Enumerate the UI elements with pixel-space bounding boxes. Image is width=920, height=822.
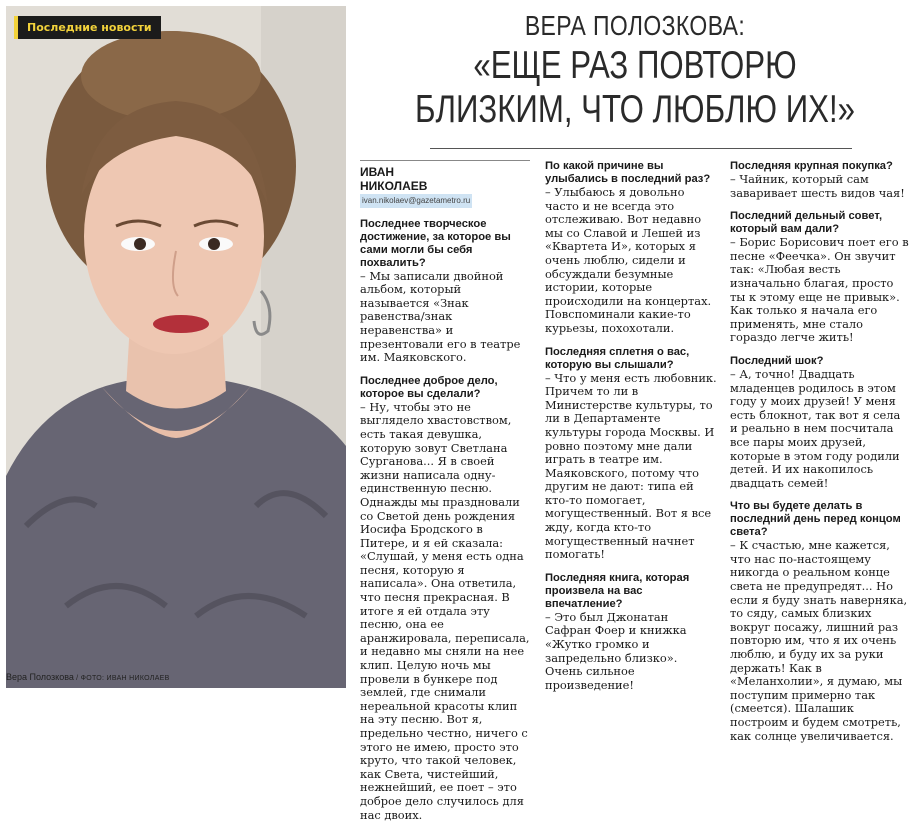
column-2	[545, 160, 717, 692]
question-7: Последний дельный совет, который вам дали?	[730, 210, 883, 236]
answer-7: – Борис Борисович поет его в песне «Феечка». Он звучит так: «Любая весть изначально благая, просто ты к этому еще не привык». Как только я начала его применять, мне стало гораздо легче жить!	[730, 235, 909, 345]
answer-5: – Это был Джонатан Сафран Фоер и книжка «Жутко громко и запредельно близко». Очень сильное произведение!	[545, 609, 687, 692]
question-4: Последняя сплетня о вас, которую вы слышали?	[545, 345, 690, 371]
portrait-photo	[6, 6, 346, 688]
question-1: Последнее творческое достижение, за которое вы сами могли бы себя похвалить?	[360, 217, 511, 269]
answer-8: – А, точно! Двадцать младенцев родилось в этом году у моих друзей! У меня есть блокнот, так вот я села и реально в нем посчитала все пары моих друзей, которые в этом году родили детей. И их накопилось двадцать семей!	[730, 366, 901, 490]
headline	[360, 8, 910, 132]
caption-credit: / ФОТО: ИВАН НИКОЛАЕВ	[73, 675, 170, 682]
author-byline	[360, 160, 530, 193]
question-9: Что вы будете делать в последний день перед концом света?	[730, 500, 901, 539]
headline-name: ВЕРА ПОЛОЗКОВА:	[524, 10, 746, 41]
section-badge[interactable]: Последние новости	[14, 16, 161, 39]
answer-2: – Ну, чтобы это не выглядело хвастовством, есть такая девушка, которую зовут Светлана Сурганова... Я в своей жизни написала одну-единственную песню. Однажды мы праздновали со Светой день рождения Иосифа Бродского в Питере, и я ей сказала: «Слушай, у меня есть одна песня, которую я написала». Она ответила, что песня прекрасная. В итоге я ей отдала эту песню, она ее аранжировала, переписала, и недавно мы сняли на нее клип. Целую ночь мы провели в бункере под землей, где снимали нереальной красоты клип на эту песню. Вот я, предельно честно, ничего с этого не имею, просто это круто, что такой человек, как Света, чистейший, нежнейший, ее поет – это доброе дело случилось для нас двоих.	[360, 399, 530, 822]
question-5: Последняя книга, которая произвела на вас впечатление?	[545, 571, 690, 610]
column-3	[730, 160, 910, 743]
question-2: Последнее доброе дело, которое вы сделали?	[360, 374, 498, 400]
caption-name: Вера Полозкова	[6, 672, 74, 682]
portrait-illustration	[6, 6, 346, 688]
answer-9: – К счастью, мне кажется, что нас по-настоящему никогда о реальном конце света не предупредят... Но если я буду знать наверняка, то сяду, самых близких вокруг посажу, лишний раз повторю им, что я их очень люблю, и буду их за руки держать! Как в «Меланхолии», я думаю, мы поступим примерно так (смеется). Шалашик построим и будем смотреть, как солнце увеличивается.	[730, 538, 908, 743]
answer-4: – Что у меня есть любовник. Причем то ли в Министерстве культуры, то ли в Департаменте культуры города Москвы. И ровно поэтому мне дали играть в театре им. Маяковского, потому что другим не дают: типа ей кто-то помогает, могущественный. Вот я все жду, когда кто-то могущественный начнет помогать!	[545, 370, 717, 562]
headline-quote-line1: «ЕЩЕ РАЗ ПОВТОРЮ	[473, 44, 797, 87]
answer-6: – Чайник, который сам заваривает шесть видов чая!	[730, 172, 905, 200]
headline-rule	[430, 148, 852, 149]
question-8: Последний шок?	[730, 354, 824, 367]
question-6: Последняя крупная покупка?	[730, 160, 893, 172]
answer-3: – Улыбаюсь я довольно часто и не всегда это отслеживаю. Вот недавно мы со Славой и Лешей из «Квартета И», которых я очень люблю, сидели и обсуждали безумные истории, которые происходили на концертах. Повспоминали какие-то курьезы, похохотали.	[545, 185, 712, 335]
author-last-name: НИКОЛАЕВ	[360, 179, 428, 193]
question-3: По какой причине вы улыбались в последний раз?	[545, 160, 711, 185]
answer-1: – Мы записали двойной альбом, который называется «Знак равенства/знак неравенства» и презентовали его в театре им. Маяковского.	[360, 268, 521, 365]
photo-caption	[6, 672, 170, 682]
author-email-link[interactable]: ivan.nikolaev@gazetametro.ru	[360, 194, 472, 208]
author-first-name: ИВАН	[360, 165, 395, 179]
column-1	[360, 160, 530, 822]
headline-quote-line2: БЛИЗКИМ, ЧТО ЛЮБЛЮ ИХ!»	[415, 88, 855, 131]
